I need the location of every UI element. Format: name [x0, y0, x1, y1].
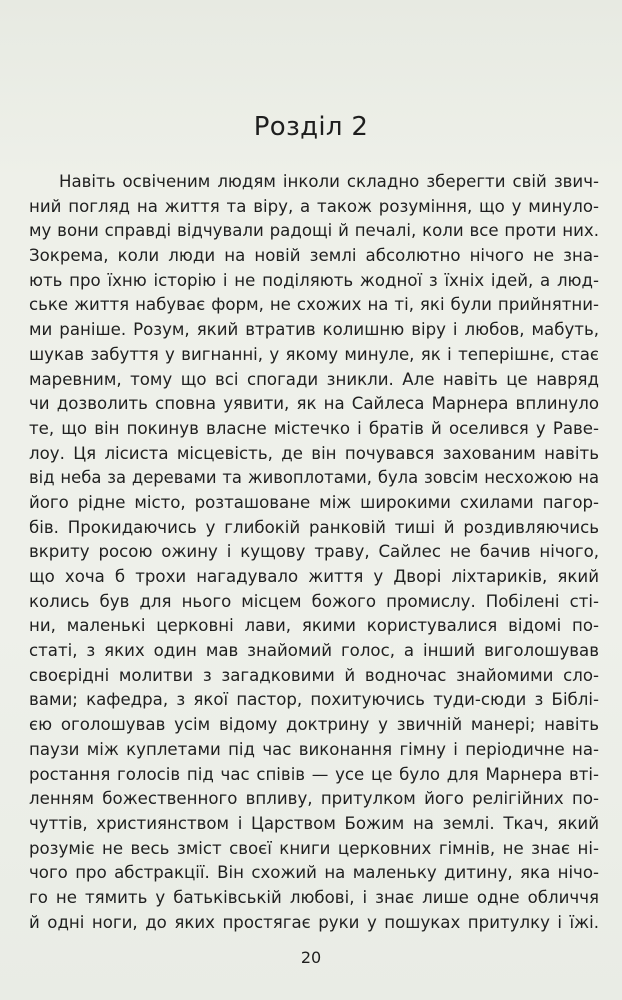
paragraph-line: й одні ноги, до яких простягає руки у пошуках притулку і їжі.	[29, 912, 599, 932]
paragraph-line: його рідне місто, розташоване між широкими схилами пагор-	[29, 492, 599, 512]
paragraph-line: лоу. Ця лісиста місцевість, де він почувався захованим навіть	[29, 443, 599, 463]
paragraph-line: чого про абстракції. Він схожий на маленьку дитину, яка нічо-	[29, 863, 599, 883]
paragraph-line: Зокрема, коли люди на новій землі абсолютно нічого не зна-	[29, 246, 599, 266]
page-number: 20	[300, 948, 322, 967]
paragraph-line: своєрідні молитви з загадковими й водночас знайомими сло-	[29, 665, 599, 685]
paragraph-line: го не тямить у батьківській любові, і знає лише одне обличчя	[29, 887, 599, 907]
paragraph-line: чи дозволить сповна уявити, як на Сайлеса Марнера вплинуло	[29, 394, 599, 414]
paragraph-line: бів. Прокидаючись у глибокій ранковій тиші й роздивляючись	[29, 517, 599, 537]
paragraph-line: му вони справді відчували радощі й печалі, коли все проти них.	[29, 221, 599, 241]
paragraph-line: ленням божественного впливу, притулком його релігійних по-	[29, 789, 599, 809]
paragraph-line: ють про їхню історію і не поділяють жодної з їхніх ідей, а люд-	[29, 270, 599, 290]
paragraph-line: колись був для нього місцем божого промислу. Побілені сті-	[29, 591, 599, 611]
paragraph-line: ний погляд на життя та віру, а також розуміння, що у минуло-	[29, 196, 599, 216]
paragraph-line: вкриту росою ожину і кущову траву, Сайлес не бачив нічого,	[29, 542, 599, 562]
chapter-title: Розділ 2	[253, 112, 369, 142]
paragraph-line: ське життя набуває форм, не схожих на ті, які були прийнятни-	[29, 295, 599, 315]
paragraph-line: розуміє не весь зміст своєї книги церковних гімнів, не знає ні-	[29, 838, 599, 858]
chapter-paragraph	[29, 170, 599, 935]
paragraph-line: паузи між куплетами під час виконання гімну і періодичне на-	[29, 739, 599, 759]
paragraph-line: маревним, тому що всі спогади зникли. Але навіть це навряд	[29, 369, 599, 389]
paragraph-line: статі, з яких один мав знайомий голос, а інший виголошував	[29, 641, 599, 661]
paragraph-line: чуттів, християнством і Царством Божим на землі. Ткач, який	[29, 813, 599, 833]
paragraph-line: вами; кафедра, з якої пастор, похитуючись туди-сюди з Біблі-	[29, 690, 599, 710]
paragraph-line: Навіть освіченим людям інколи складно зберегти свій звич-	[59, 172, 599, 191]
paragraph-line: від неба за деревами та живоплотами, була зовсім несхожою на	[29, 468, 599, 488]
paragraph-line: єю оголошував усім відому доктрину у звичній манері; навіть	[29, 715, 599, 735]
paragraph-line: ми раніше. Розум, який втратив колишню віру і любов, мабуть,	[29, 320, 599, 340]
paragraph-line: шукав забуття у вигнанні, у якому минуле, як і теперішнє, стає	[29, 344, 599, 364]
paragraph-line: ростання голосів під час співів — усе це було для Марнера вті-	[29, 764, 599, 784]
paragraph-line: що хоча б трохи нагадувало життя у Дворі ліхтариків, який	[29, 567, 599, 586]
paragraph-line: ни, маленькі церковні лави, якими користувалися відомі по-	[29, 616, 599, 636]
paragraph-line: те, що він покинув власне містечко і братів й оселився у Раве-	[29, 418, 599, 438]
